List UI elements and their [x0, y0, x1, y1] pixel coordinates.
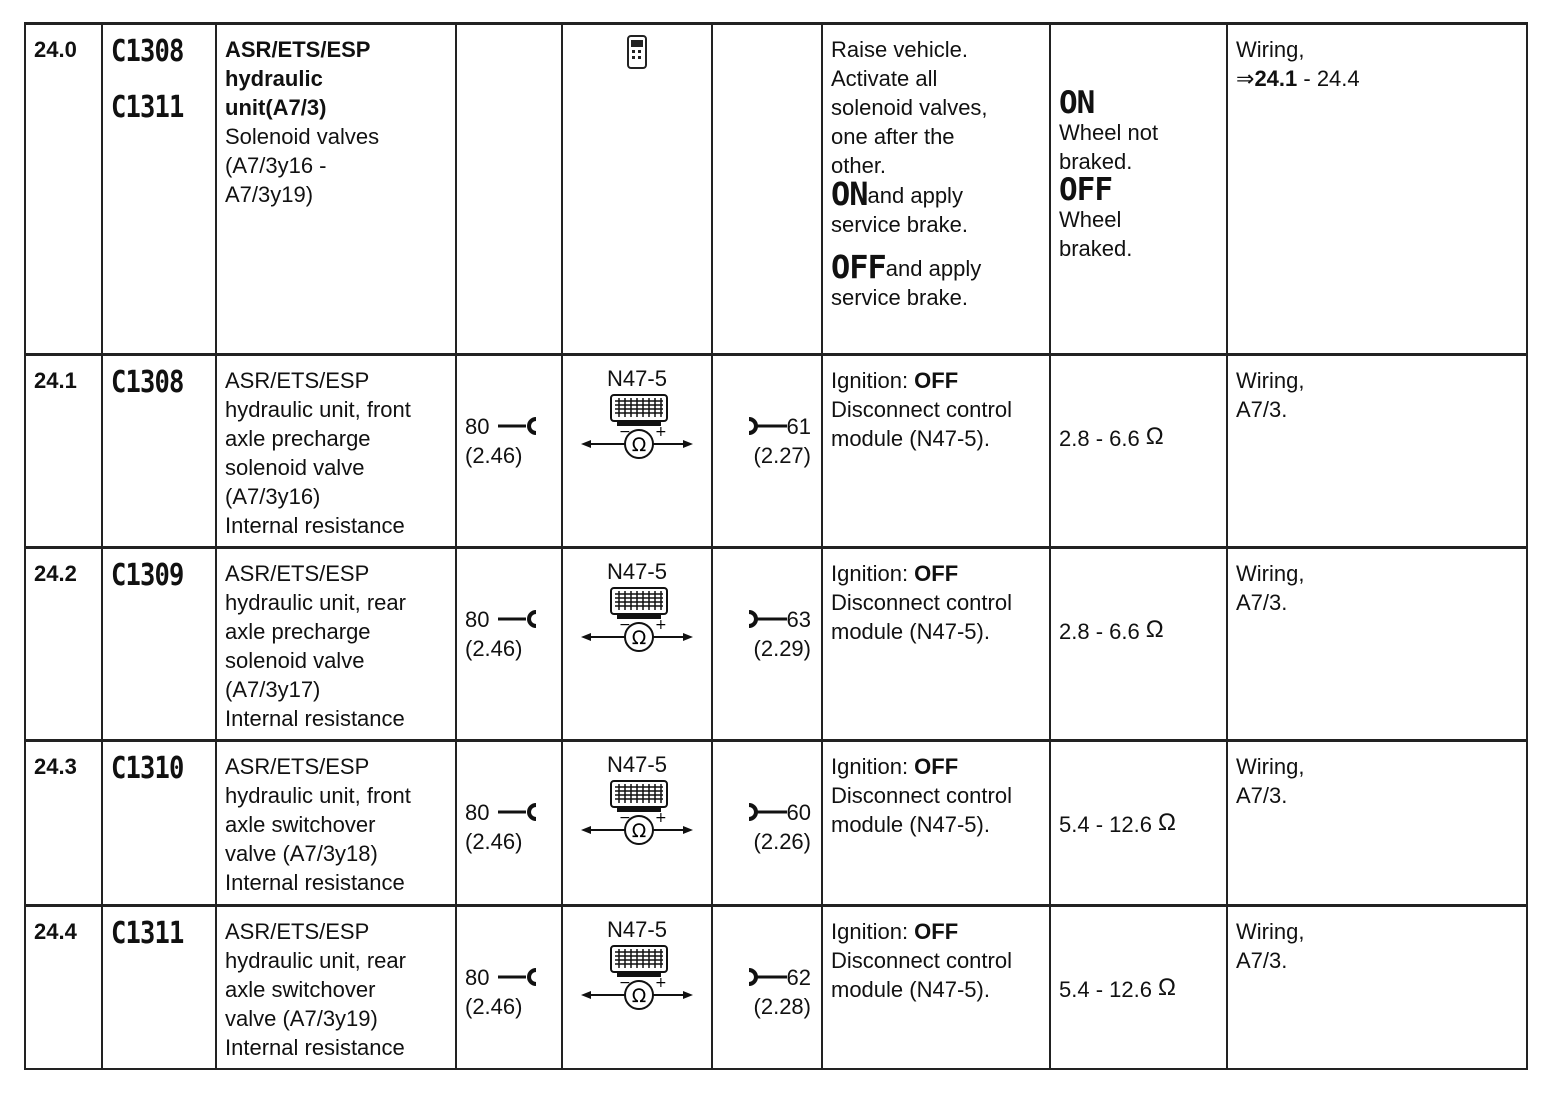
socket-plug-icon: [496, 802, 540, 822]
instruction-line: Disconnect control: [831, 397, 1012, 422]
component-line: (A7/3y16 -: [225, 153, 327, 178]
instruction-line: Raise vehicle.: [831, 37, 968, 62]
conditions-cell: [822, 24, 1050, 355]
arrow-right-icon: ⇒: [1236, 66, 1255, 91]
ohm-unit: Ω: [1145, 423, 1164, 450]
spec-line: Wheel: [1059, 207, 1122, 232]
instruction-line: [831, 752, 1041, 781]
component-line: Internal resistance: [225, 513, 405, 538]
instruction-line: [831, 366, 1041, 395]
spec-line: Wheel not: [1059, 120, 1159, 145]
spec-cell: [1050, 906, 1227, 1070]
table-row: [25, 548, 1527, 741]
instruction-text: and apply: [867, 183, 963, 208]
off-display: OFF: [831, 248, 886, 286]
pin-number: 80: [465, 414, 490, 439]
socket-plug-icon: [747, 609, 787, 629]
pin-right-cell: [712, 906, 822, 1070]
ignition-state: OFF: [914, 561, 959, 586]
component-line: (A7/3y16): [225, 484, 321, 509]
socket-plug-icon: [747, 416, 787, 436]
ohmmeter-icon: [577, 587, 697, 655]
fault-code: C1308: [111, 34, 184, 69]
instruction-line: [831, 917, 1041, 946]
instruction-line: module (N47-5).: [831, 812, 990, 837]
instruction-line: [831, 248, 1041, 286]
svg-text:−: −: [619, 617, 631, 633]
pin-right-cell: [712, 355, 822, 548]
pin-alt-number: (2.27): [753, 443, 811, 468]
instruction-line: Activate all: [831, 66, 938, 91]
pin-right-cell: [712, 741, 822, 906]
instruction-line: Disconnect control: [831, 590, 1012, 615]
component-line: ASR/ETS/ESP: [225, 561, 370, 586]
scan-tool-icon: [626, 35, 648, 69]
spec-value: 2.8 - 6.6: [1059, 426, 1140, 451]
table-row: [25, 24, 1527, 355]
socket-plug-icon: [496, 609, 540, 629]
remedy-line: Wiring,: [1236, 561, 1305, 586]
pin-cell: [456, 24, 562, 355]
component-line: hydraulic unit, front: [225, 397, 411, 422]
component-line: ASR/ETS/ESP: [225, 37, 371, 62]
on-display: ON: [831, 175, 868, 213]
remedy-cell: [1227, 741, 1527, 906]
instruction-text: Ignition:: [831, 754, 915, 779]
pin-number: 60: [786, 800, 811, 825]
component-line: Internal resistance: [225, 870, 405, 895]
step-number: 24.4: [25, 906, 102, 1070]
pin-left-cell: [456, 906, 562, 1070]
step-number: 24.2: [25, 548, 102, 741]
remedy-line: Wiring,: [1236, 368, 1305, 393]
component-line: axle switchover: [225, 977, 376, 1002]
pin-number: 80: [465, 607, 490, 632]
off-display: OFF: [1059, 172, 1112, 208]
instruction-line: solenoid valves,: [831, 95, 988, 120]
instruction-text: Ignition:: [831, 368, 915, 393]
fault-code-cell: [102, 741, 216, 906]
ohm-unit: Ω: [1157, 974, 1176, 1001]
svg-text:+: +: [655, 810, 667, 826]
remedy-cell: [1227, 355, 1527, 548]
instruction-text: Ignition:: [831, 919, 915, 944]
instruction-line: service brake.: [831, 212, 968, 237]
component-line: ASR/ETS/ESP: [225, 368, 370, 393]
step-number: 24.0: [25, 24, 102, 355]
socket-plug-icon: [496, 967, 540, 987]
remedy-cell: [1227, 548, 1527, 741]
component-line: axle switchover: [225, 812, 376, 837]
conditions-cell: [822, 548, 1050, 741]
fault-code-cell: [102, 355, 216, 548]
component-line: ASR/ETS/ESP: [225, 754, 370, 779]
connector-cell: [562, 906, 712, 1070]
remedy-line: Wiring,: [1236, 754, 1305, 779]
connector-cell: [562, 741, 712, 906]
ignition-state: OFF: [914, 368, 959, 393]
spec-cell: [1050, 548, 1227, 741]
connector-label: N47-5: [607, 366, 667, 391]
pin-number: 80: [465, 965, 490, 990]
connector-cell: [562, 548, 712, 741]
fault-code: C1309: [111, 558, 184, 593]
instruction-line: other.: [831, 153, 887, 178]
component-line: (A7/3y17): [225, 677, 321, 702]
instruction-line: module (N47-5).: [831, 977, 990, 1002]
ignition-state: OFF: [914, 754, 959, 779]
component-line: A7/3y19): [225, 182, 314, 207]
fault-code: C1310: [111, 751, 184, 786]
remedy-line: A7/3.: [1236, 590, 1288, 615]
spec-cell: [1050, 741, 1227, 906]
fault-code-cell: [102, 548, 216, 741]
component-cell: [216, 24, 456, 355]
component-line: valve (A7/3y19): [225, 1006, 378, 1031]
connector-label: N47-5: [607, 917, 667, 942]
fault-code-cell: [102, 906, 216, 1070]
table-row: [25, 355, 1527, 548]
component-line: valve (A7/3y18): [225, 841, 378, 866]
pin-right-cell: [712, 548, 822, 741]
instruction-text: Ignition:: [831, 561, 915, 586]
spec-line: braked.: [1059, 149, 1133, 174]
component-line: Internal resistance: [225, 1035, 405, 1060]
pin-alt-number: (2.28): [753, 994, 811, 1019]
pin-number: 62: [786, 965, 811, 990]
component-line: axle precharge: [225, 426, 371, 451]
ignition-state: OFF: [914, 919, 959, 944]
pin-alt-number: (2.46): [465, 994, 523, 1019]
instruction-line: service brake.: [831, 285, 968, 310]
svg-text:Ω: Ω: [631, 434, 647, 456]
conditions-cell: [822, 355, 1050, 548]
conditions-cell: [822, 906, 1050, 1070]
pin-alt-number: (2.26): [753, 829, 811, 854]
spec-value: 2.8 - 6.6: [1059, 619, 1140, 644]
svg-text:Ω: Ω: [631, 985, 647, 1007]
step-number: 24.1: [25, 355, 102, 548]
spec-value: 5.4 - 12.6: [1059, 812, 1152, 837]
pin-left-cell: [456, 548, 562, 741]
component-line: hydraulic: [225, 66, 323, 91]
fault-code: C1308: [111, 365, 184, 400]
instruction-line: Disconnect control: [831, 948, 1012, 973]
pin-alt-number: (2.46): [465, 443, 523, 468]
component-cell: [216, 741, 456, 906]
component-line: hydraulic unit, front: [225, 783, 411, 808]
ohmmeter-icon: [577, 945, 697, 1013]
svg-text:+: +: [655, 424, 667, 440]
svg-text:−: −: [619, 424, 631, 440]
svg-text:−: −: [619, 810, 631, 826]
instruction-line: one after the: [831, 124, 955, 149]
svg-text:−: −: [619, 975, 631, 991]
pin-alt-number: (2.29): [753, 636, 811, 661]
component-line: ASR/ETS/ESP: [225, 919, 370, 944]
component-line: solenoid valve: [225, 648, 365, 673]
instruction-text: and apply: [885, 256, 982, 281]
connector-cell: [562, 355, 712, 548]
remedy-reference: [1236, 64, 1518, 93]
socket-plug-icon: [747, 802, 787, 822]
component-line: Internal resistance: [225, 706, 405, 731]
socket-plug-icon: [747, 967, 787, 987]
table-row: [25, 741, 1527, 906]
component-line: solenoid valve: [225, 455, 365, 480]
connector-label: N47-5: [607, 559, 667, 584]
remedy-cell: [1227, 24, 1527, 355]
fault-code: C1311: [111, 916, 184, 951]
conditions-cell: [822, 741, 1050, 906]
instruction-line: module (N47-5).: [831, 426, 990, 451]
svg-text:+: +: [655, 617, 667, 633]
ohmmeter-icon: [577, 780, 697, 848]
table-row: [25, 906, 1527, 1070]
instruction-line: module (N47-5).: [831, 619, 990, 644]
instruction-line: [831, 175, 1041, 213]
ohm-unit: Ω: [1145, 616, 1164, 643]
remedy-line: Wiring,: [1236, 919, 1305, 944]
instruction-line: [831, 559, 1041, 588]
pin-number: 80: [465, 800, 490, 825]
remedy-line: A7/3.: [1236, 397, 1288, 422]
component-line: axle precharge: [225, 619, 371, 644]
connector-label: N47-5: [607, 752, 667, 777]
component-line: Solenoid valves: [225, 124, 380, 149]
remedy-cell: [1227, 906, 1527, 1070]
on-display: ON: [1059, 85, 1095, 121]
component-line: hydraulic unit, rear: [225, 590, 406, 615]
component-line: unit(A7/3): [225, 95, 327, 120]
spec-cell: [1050, 355, 1227, 548]
spec-value: 5.4 - 12.6: [1059, 977, 1152, 1002]
pin-left-cell: [456, 741, 562, 906]
pin-cell: [712, 24, 822, 355]
step-link[interactable]: 24.1: [1254, 66, 1298, 91]
fault-code-cell: [102, 24, 216, 355]
pin-left-cell: [456, 355, 562, 548]
instruction-line: Disconnect control: [831, 783, 1012, 808]
component-cell: [216, 355, 456, 548]
remedy-line: A7/3.: [1236, 783, 1288, 808]
tester-cell: [562, 24, 712, 355]
socket-plug-icon: [496, 416, 540, 436]
ohm-unit: Ω: [1157, 809, 1176, 836]
pin-alt-number: (2.46): [465, 636, 523, 661]
spec-cell: [1050, 24, 1227, 355]
svg-text:Ω: Ω: [631, 627, 647, 649]
component-cell: [216, 906, 456, 1070]
remedy-line: Wiring,: [1236, 37, 1305, 62]
step-number: 24.3: [25, 741, 102, 906]
spec-line: braked.: [1059, 236, 1133, 261]
svg-text:Ω: Ω: [631, 820, 647, 842]
fault-code: C1311: [111, 90, 184, 125]
component-cell: [216, 548, 456, 741]
remedy-line: A7/3.: [1236, 948, 1288, 973]
diagnosis-table: [24, 22, 1528, 1070]
svg-text:+: +: [655, 975, 667, 991]
pin-number: 63: [786, 607, 811, 632]
ohmmeter-icon: [577, 394, 697, 462]
component-line: hydraulic unit, rear: [225, 948, 406, 973]
pin-alt-number: (2.46): [465, 829, 523, 854]
pin-number: 61: [786, 414, 811, 439]
remedy-text: - 24.4: [1297, 66, 1360, 91]
